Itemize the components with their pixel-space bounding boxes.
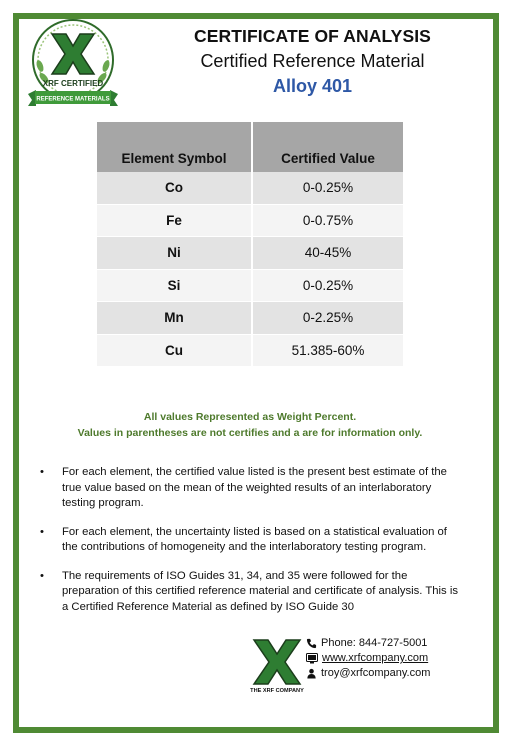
column-header-element-symbol: Element Symbol — [97, 122, 252, 172]
user-icon — [306, 668, 317, 679]
website-link[interactable]: www.xrfcompany.com — [322, 652, 429, 664]
list-item-text: The requirements of ISO Guides 31, 34, and 35 were followed for the preparation of this certified reference material and certificate of analysis. This is a Certified Reference Material as defined by ISO Guide 30 — [62, 569, 458, 613]
note-line: All values Represented as Weight Percent. — [143, 411, 357, 423]
certification-notes-list — [40, 465, 460, 628]
certified-value: 0-2.25% — [252, 302, 403, 335]
certified-values-table — [97, 122, 403, 367]
contact-website-row — [306, 651, 466, 666]
bullet-glyph: • — [40, 466, 44, 478]
column-header-certified-value: Certified Value — [252, 122, 403, 172]
phone-number: Phone: 844-727-5001 — [321, 637, 428, 649]
element-symbol: Co — [97, 172, 252, 204]
list-item-text: For each element, the certified value listed is the present best estimate of the true value based on the mean of the weighted results of an interlaboratory testing program. — [62, 466, 447, 509]
note-line: Values in parentheses are not certifies and a are for information only. — [77, 427, 423, 439]
weight-percent-notes — [30, 409, 470, 441]
svg-text:REFERENCE MATERIALS: REFERENCE MATERIALS — [36, 96, 110, 103]
element-symbol: Ni — [97, 237, 252, 270]
certified-value: 0-0.25% — [252, 269, 403, 302]
element-symbol: Fe — [97, 204, 252, 237]
svg-text:XRF CERTIFIED: XRF CERTIFIED — [42, 79, 104, 88]
table-row — [97, 237, 403, 270]
element-symbol: Si — [97, 269, 252, 302]
title-block — [170, 26, 455, 97]
document-subtitle: Certified Reference Material — [200, 51, 425, 71]
list-item — [40, 525, 460, 556]
bullet-glyph: • — [40, 525, 44, 538]
table-row — [97, 204, 403, 237]
svg-text:THE XRF COMPANY: THE XRF COMPANY — [250, 688, 304, 694]
list-item — [40, 569, 460, 616]
table-row — [97, 269, 403, 302]
contact-email-row — [306, 666, 466, 681]
table-header-row — [97, 122, 403, 172]
bullet-glyph: • — [40, 569, 44, 582]
contact-phone-row — [306, 636, 466, 651]
certified-value: 40-45% — [252, 237, 403, 270]
email-address[interactable]: troy@xrfcompany.com — [321, 667, 431, 679]
list-item-text: For each element, the uncertainty listed is based on a statistical evaluation of the contributions of homogeneity and the interlaboratory testing program. — [62, 525, 447, 553]
certified-value: 51.385-60% — [252, 334, 403, 367]
list-item — [40, 465, 460, 512]
document-title: CERTIFICATE OF ANALYSIS — [194, 26, 431, 46]
table-row — [97, 334, 403, 367]
xrf-certified-seal-logo — [22, 14, 124, 114]
product-name: Alloy 401 — [272, 76, 353, 96]
element-symbol: Mn — [97, 302, 252, 335]
table-row — [97, 302, 403, 335]
xrf-company-logo — [248, 636, 306, 694]
element-symbol: Cu — [97, 334, 252, 367]
phone-icon — [306, 638, 317, 649]
table-row — [97, 172, 403, 204]
certified-value: 0-0.75% — [252, 204, 403, 237]
contact-info — [306, 636, 466, 681]
website-icon — [306, 653, 318, 664]
certified-value: 0-0.25% — [252, 172, 403, 204]
